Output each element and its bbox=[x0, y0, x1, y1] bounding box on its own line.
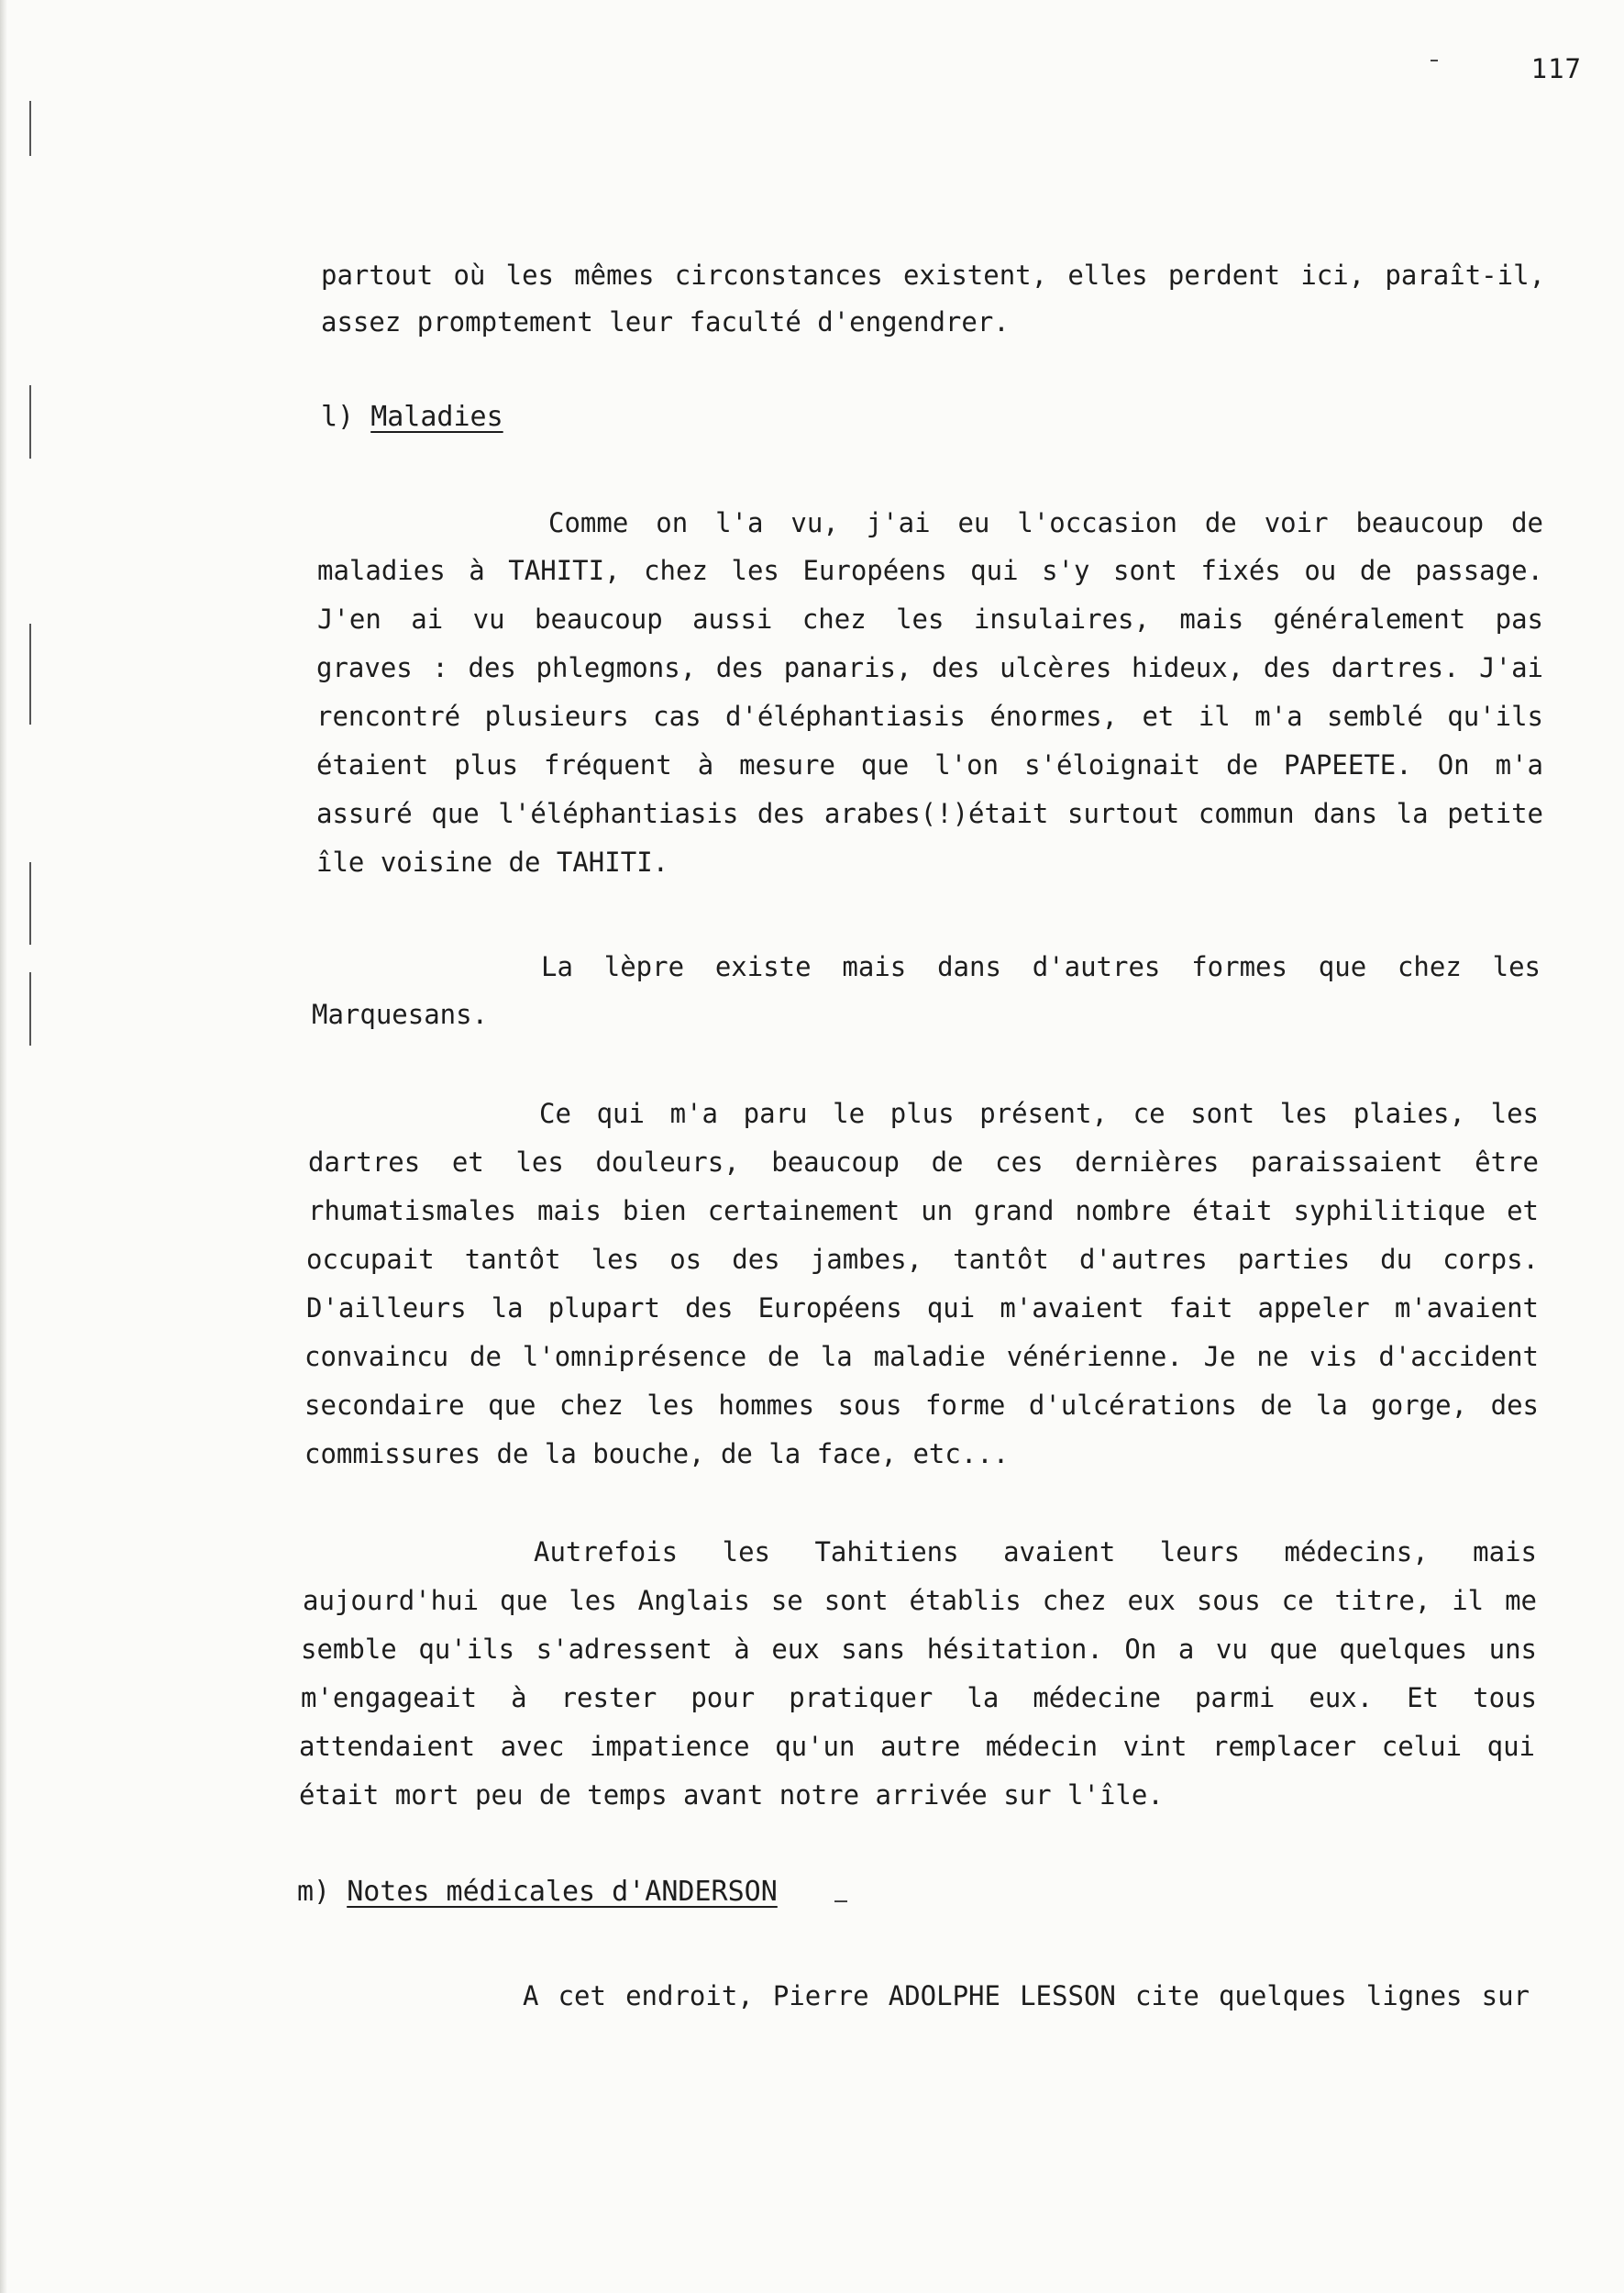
scan-edge-shadow bbox=[0, 0, 7, 2293]
margin-mark bbox=[29, 862, 31, 945]
paragraph-line: maladies à TAHITI, chez les Européens qui s'y sont fixés ou de passage. bbox=[317, 555, 1543, 586]
paragraph-line: m'engageait à rester pour pratiquer la médecine parmi eux. Et tous bbox=[301, 1682, 1537, 1713]
section-heading-l bbox=[321, 401, 503, 433]
paragraph-line: rencontré plusieurs cas d'éléphantiasis énormes, et il m'a semblé qu'ils bbox=[316, 701, 1543, 732]
stray-mark bbox=[1431, 60, 1438, 61]
paragraph-line: assuré que l'éléphantiasis des arabes(!)était surtout commun dans la petite bbox=[316, 798, 1543, 829]
section-prefix: m) bbox=[297, 1876, 331, 1908]
section-title: Notes médicales d'ANDERSON bbox=[347, 1876, 778, 1908]
intro-line: assez promptement leur faculté d'engendrer. bbox=[321, 306, 1010, 338]
section-prefix: l) bbox=[321, 401, 355, 433]
margin-mark bbox=[29, 101, 31, 156]
paragraph-line: Comme on l'a vu, j'ai eu l'occasion de voir beaucoup de bbox=[548, 507, 1543, 538]
margin-mark bbox=[29, 972, 31, 1046]
stray-mark bbox=[834, 1900, 847, 1902]
paragraph-line: commissures de la bouche, de la face, etc... bbox=[304, 1438, 1010, 1469]
paragraph-line: étaient plus fréquent à mesure que l'on s'éloignait de PAPEETE. On m'a bbox=[316, 749, 1543, 781]
margin-mark bbox=[29, 624, 31, 725]
paragraph-line: D'ailleurs la plupart des Européens qui m'avaient fait appeler m'avaient bbox=[306, 1292, 1539, 1324]
paragraph-line: A cet endroit, Pierre ADOLPHE LESSON cite quelques lignes sur bbox=[523, 1980, 1530, 2011]
page-number: 117 bbox=[1530, 53, 1582, 84]
margin-mark bbox=[29, 385, 31, 459]
paragraph-line: convaincu de l'omniprésence de la maladie vénérienne. Je ne vis d'accident bbox=[304, 1341, 1539, 1372]
paragraph-line: graves : des phlegmons, des panaris, des ulcères hideux, des dartres. J'ai bbox=[316, 652, 1543, 683]
paragraph-line: dartres et les douleurs, beaucoup de ces dernières paraissaient être bbox=[308, 1146, 1539, 1178]
paragraph-line: occupait tantôt les os des jambes, tantôt d'autres parties du corps. bbox=[306, 1244, 1539, 1275]
intro-line: partout où les mêmes circonstances existent, elles perdent ici, paraît-il, bbox=[321, 260, 1545, 291]
paragraph-line: Autrefois les Tahitiens avaient leurs médecins, mais bbox=[534, 1536, 1537, 1567]
paragraph-line: J'en ai vu beaucoup aussi chez les insulaires, mais généralement pas bbox=[317, 604, 1543, 635]
paragraph-line: La lèpre existe mais dans d'autres formes que chez les bbox=[541, 951, 1541, 982]
paragraph-line: Marquesans. bbox=[312, 999, 489, 1030]
paragraph-line: attendaient avec impatience qu'un autre médecin vint remplacer celui qui bbox=[299, 1731, 1535, 1762]
paragraph-line: aujourd'hui que les Anglais se sont établis chez eux sous ce titre, il me bbox=[303, 1585, 1537, 1616]
paragraph-line: Ce qui m'a paru le plus présent, ce sont les plaies, les bbox=[539, 1098, 1539, 1129]
section-title: Maladies bbox=[370, 401, 503, 433]
section-heading-m bbox=[297, 1876, 778, 1908]
paragraph-line: rhumatismales mais bien certainement un grand nombre était syphilitique et bbox=[308, 1195, 1539, 1226]
paragraph-line: était mort peu de temps avant notre arrivée sur l'île. bbox=[299, 1779, 1164, 1811]
paragraph-line: secondaire que chez les hommes sous forme d'ulcérations de la gorge, des bbox=[304, 1390, 1539, 1421]
paragraph-line: semble qu'ils s'adressent à eux sans hésitation. On a vu que quelques uns bbox=[301, 1634, 1537, 1665]
paragraph-line: île voisine de TAHITI. bbox=[316, 847, 669, 878]
